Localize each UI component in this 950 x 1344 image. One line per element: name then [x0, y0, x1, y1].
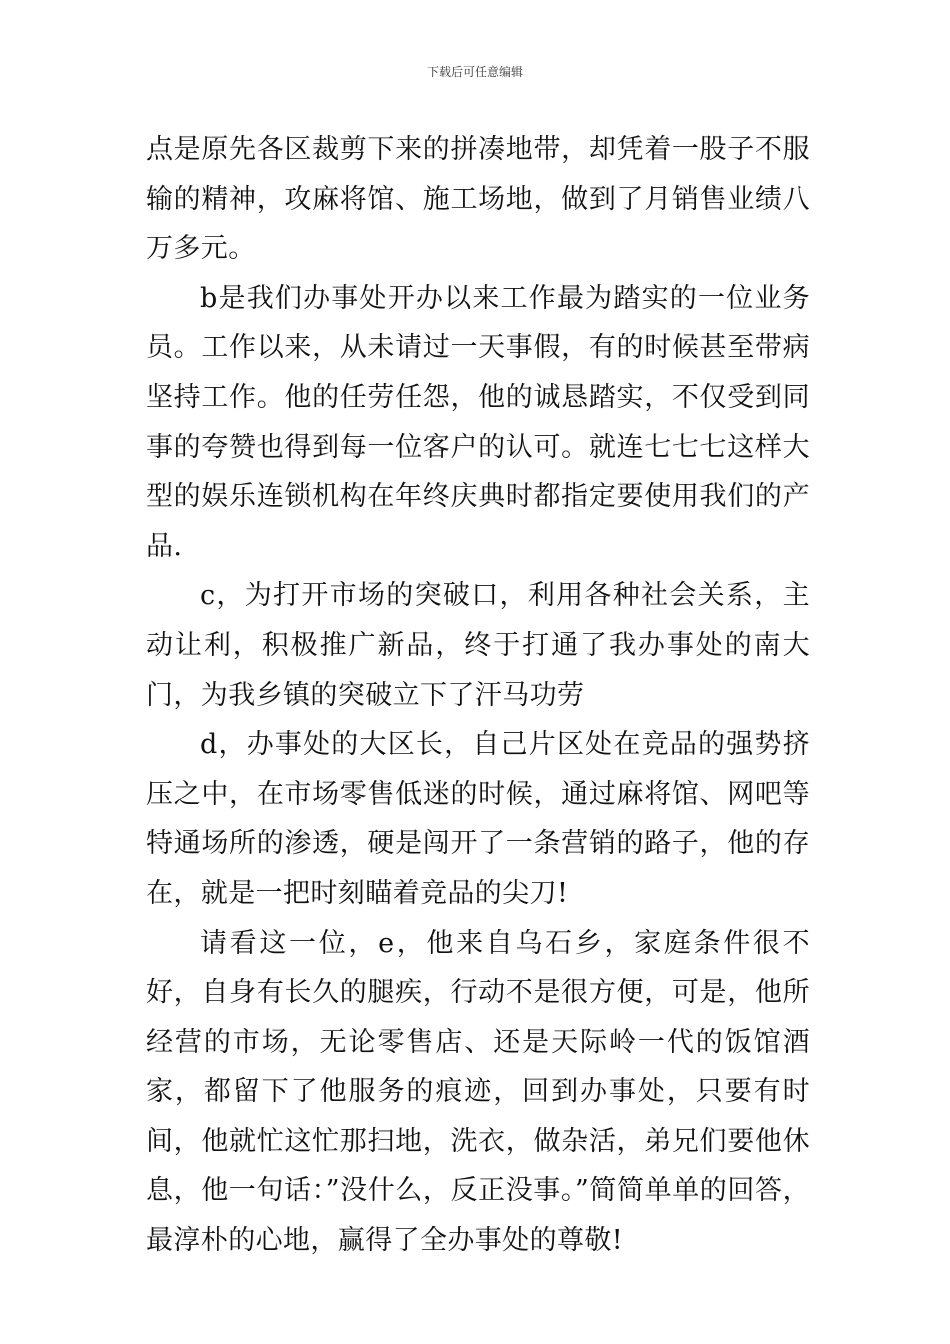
document-body	[146, 125, 810, 1266]
paragraph-4: d，办事处的大区长，自己片区处在竞品的强势挤压之中，在市场零售低迷的时候，通过麻将馆、网吧等特通场所的渗透，硬是闯开了一条营销的路子，他的存在，就是一把时刻瞄着竞品的尖刀!	[146, 729, 810, 909]
paragraph-1: 点是原先各区裁剪下来的拼凑地带，却凭着一股子不服输的精神，攻麻将馆、施工场地，做到了月销售业绩八万多元。	[146, 134, 810, 265]
paragraph-3: c，为打开市场的突破口，利用各种社会关系，主动让利，积极推广新品，终于打通了我办事处的南大门，为我乡镇的突破立下了汗马功劳	[146, 580, 810, 711]
paragraph-2: b是我们办事处开办以来工作最为踏实的一位业务员。工作以来，从未请过一天事假，有的时候甚至带病坚持工作。他的任劳任怨，他的诚恳踏实，不仅受到同事的夸赞也得到每一位客户的认可。就连七七七这样大型的娱乐连锁机构在年终庆典时都指定要使用我们的产品.	[146, 282, 810, 562]
page-header: 下载后可任意编辑	[426, 65, 523, 79]
paragraph-5: 请看这一位，e，他来自乌石乡，家庭条件很不好，自身有长久的腿疾，行动不是很方便，可是，他所经营的市场，无论零售店、还是天际岭一代的饭馆酒家，都留下了他服务的痕迹，回到办事处，只要有时间，他就忙这忙那扫地，洗衣，做杂活，弟兄们要他休息，他一句话：”没什么，反正没事。”简简单单的回答，最淳朴的心地，赢得了全办事处的尊敬!	[146, 927, 810, 1257]
